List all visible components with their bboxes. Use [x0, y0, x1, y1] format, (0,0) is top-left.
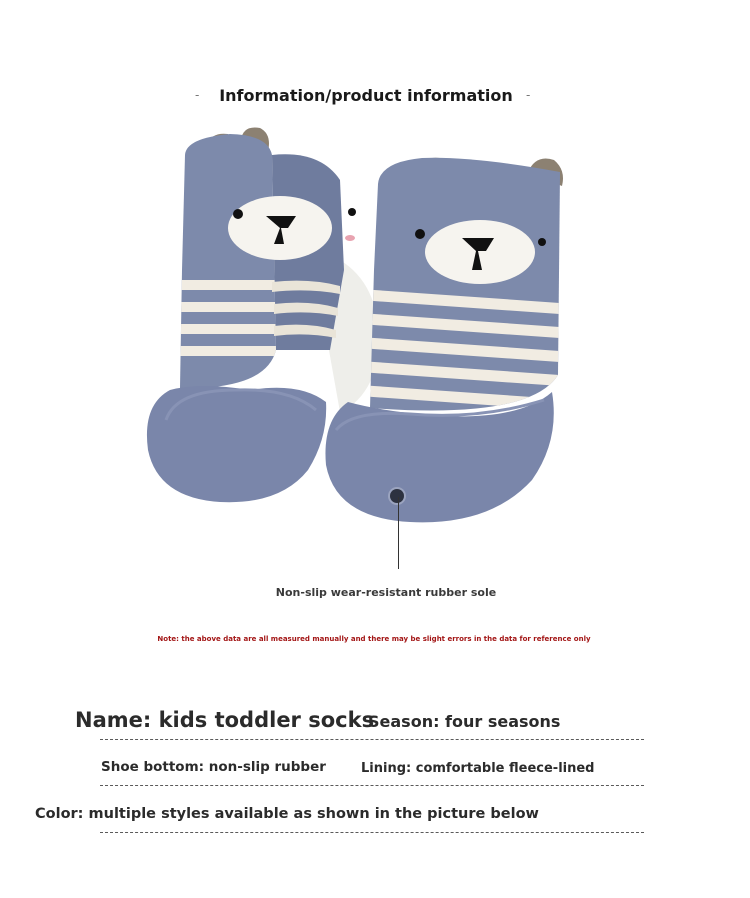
callout-dot: [390, 489, 404, 503]
divider: [100, 785, 644, 786]
spec-shoe-bottom: Shoe bottom: non-slip rubber: [101, 759, 326, 775]
divider: [100, 739, 644, 740]
header-dash-left: -: [195, 88, 200, 102]
section-title: Information/product information: [219, 86, 513, 105]
measurement-note: Note: the above data are all measured manually and there may be slight errors in the data for reference only: [157, 635, 591, 643]
baby-sock-shoes-icon: [140, 120, 590, 540]
header-dash-right: -: [526, 88, 531, 102]
callout-line: [398, 497, 399, 569]
spec-color: Color: multiple styles available as shown in the picture below: [35, 806, 539, 822]
spec-lining: Lining: comfortable fleece-lined: [361, 761, 595, 776]
spec-name: Name: kids toddler socks: [75, 708, 375, 732]
callout-label: Non-slip wear-resistant rubber sole: [275, 586, 497, 599]
divider: [100, 832, 644, 833]
spec-season: Season: four seasons: [368, 712, 561, 731]
